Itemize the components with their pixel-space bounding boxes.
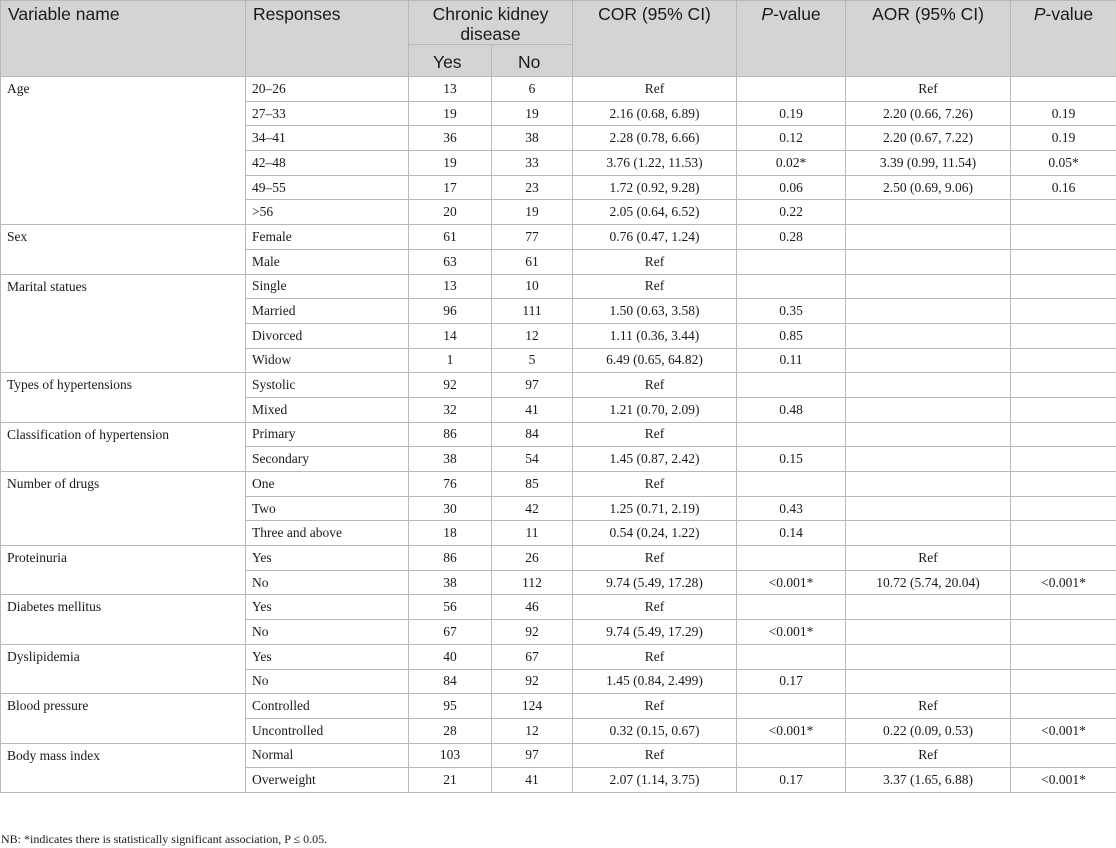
ckd-yes-cell: 20 bbox=[409, 200, 492, 225]
cor-p-value-cell bbox=[737, 274, 846, 299]
ckd-yes-cell: 30 bbox=[409, 496, 492, 521]
ckd-no-cell: 97 bbox=[492, 743, 573, 768]
aor-cell: 3.39 (0.99, 11.54) bbox=[846, 151, 1011, 176]
aor-p-value-cell bbox=[1011, 77, 1116, 102]
response-cell: 42–48 bbox=[246, 151, 409, 176]
response-cell: Widow bbox=[246, 348, 409, 373]
ckd-no-cell: 10 bbox=[492, 274, 573, 299]
cor-p-value-cell bbox=[737, 472, 846, 497]
aor-p-value-cell bbox=[1011, 274, 1116, 299]
cor-cell: Ref bbox=[573, 743, 737, 768]
variable-name-cell: Number of drugs bbox=[1, 472, 246, 546]
response-cell: Female bbox=[246, 225, 409, 250]
cor-cell: 2.05 (0.64, 6.52) bbox=[573, 200, 737, 225]
response-cell: 34–41 bbox=[246, 126, 409, 151]
cor-cell: 3.76 (1.22, 11.53) bbox=[573, 151, 737, 176]
ckd-yes-cell: 38 bbox=[409, 570, 492, 595]
ckd-yes-cell: 19 bbox=[409, 101, 492, 126]
cor-p-value-cell: 0.12 bbox=[737, 126, 846, 151]
response-cell: Primary bbox=[246, 422, 409, 447]
aor-p-value-cell bbox=[1011, 521, 1116, 546]
ckd-no-cell: 92 bbox=[492, 669, 573, 694]
aor-p-value-cell bbox=[1011, 743, 1116, 768]
ckd-no-cell: 19 bbox=[492, 200, 573, 225]
response-cell: Male bbox=[246, 249, 409, 274]
cor-cell: Ref bbox=[573, 422, 737, 447]
aor-p-value-cell: <0.001* bbox=[1011, 768, 1116, 793]
ckd-yes-cell: 18 bbox=[409, 521, 492, 546]
aor-cell: Ref bbox=[846, 743, 1011, 768]
table-body bbox=[1, 77, 1116, 793]
cor-p-value-cell: 0.22 bbox=[737, 200, 846, 225]
aor-cell bbox=[846, 422, 1011, 447]
cor-cell: 1.50 (0.63, 3.58) bbox=[573, 299, 737, 324]
ckd-yes-cell: 84 bbox=[409, 669, 492, 694]
header-yes: Yes bbox=[409, 45, 492, 77]
aor-cell bbox=[846, 225, 1011, 250]
aor-cell: Ref bbox=[846, 77, 1011, 102]
cor-p-value-cell bbox=[737, 644, 846, 669]
aor-cell bbox=[846, 249, 1011, 274]
header-p-value-cor bbox=[737, 1, 846, 77]
table-row bbox=[1, 644, 1116, 669]
cor-cell: Ref bbox=[573, 249, 737, 274]
aor-p-value-cell: 0.19 bbox=[1011, 101, 1116, 126]
ckd-no-cell: 41 bbox=[492, 768, 573, 793]
ckd-yes-cell: 13 bbox=[409, 77, 492, 102]
aor-cell: Ref bbox=[846, 694, 1011, 719]
cor-p-value-cell: 0.17 bbox=[737, 768, 846, 793]
cor-cell: Ref bbox=[573, 274, 737, 299]
table-header bbox=[1, 1, 1116, 77]
cor-p-value-cell: 0.11 bbox=[737, 348, 846, 373]
header-responses: Responses bbox=[246, 1, 409, 77]
cor-p-value-cell: 0.17 bbox=[737, 669, 846, 694]
aor-p-value-cell bbox=[1011, 644, 1116, 669]
aor-cell bbox=[846, 472, 1011, 497]
aor-cell bbox=[846, 644, 1011, 669]
response-cell: Overweight bbox=[246, 768, 409, 793]
cor-cell: 2.16 (0.68, 6.89) bbox=[573, 101, 737, 126]
response-cell: Yes bbox=[246, 546, 409, 571]
table-row bbox=[1, 472, 1116, 497]
response-cell: >56 bbox=[246, 200, 409, 225]
ckd-no-cell: 23 bbox=[492, 175, 573, 200]
header-p-value-aor bbox=[1011, 1, 1116, 77]
ckd-yes-cell: 36 bbox=[409, 126, 492, 151]
cor-p-value-cell bbox=[737, 422, 846, 447]
ckd-no-cell: 111 bbox=[492, 299, 573, 324]
ckd-no-cell: 19 bbox=[492, 101, 573, 126]
p-rest: -value bbox=[773, 4, 821, 24]
aor-cell: 10.72 (5.74, 20.04) bbox=[846, 570, 1011, 595]
ckd-yes-cell: 1 bbox=[409, 348, 492, 373]
ckd-no-cell: 6 bbox=[492, 77, 573, 102]
aor-p-value-cell bbox=[1011, 496, 1116, 521]
response-cell: 20–26 bbox=[246, 77, 409, 102]
aor-p-value-cell bbox=[1011, 373, 1116, 398]
table-row bbox=[1, 422, 1116, 447]
cor-cell: 0.76 (0.47, 1.24) bbox=[573, 225, 737, 250]
cor-p-value-cell bbox=[737, 77, 846, 102]
aor-cell bbox=[846, 323, 1011, 348]
cor-cell: 1.21 (0.70, 2.09) bbox=[573, 397, 737, 422]
response-cell: No bbox=[246, 620, 409, 645]
aor-cell: 2.50 (0.69, 9.06) bbox=[846, 175, 1011, 200]
table-row bbox=[1, 373, 1116, 398]
ckd-yes-cell: 103 bbox=[409, 743, 492, 768]
cor-p-value-cell: <0.001* bbox=[737, 718, 846, 743]
response-cell: 27–33 bbox=[246, 101, 409, 126]
aor-p-value-cell: <0.001* bbox=[1011, 718, 1116, 743]
response-cell: No bbox=[246, 570, 409, 595]
cor-p-value-cell: 0.35 bbox=[737, 299, 846, 324]
aor-p-value-cell bbox=[1011, 447, 1116, 472]
response-cell: Mixed bbox=[246, 397, 409, 422]
variable-name-cell: Age bbox=[1, 77, 246, 225]
ckd-yes-cell: 13 bbox=[409, 274, 492, 299]
aor-cell bbox=[846, 521, 1011, 546]
table-row bbox=[1, 274, 1116, 299]
cor-cell: 9.74 (5.49, 17.29) bbox=[573, 620, 737, 645]
ckd-yes-cell: 17 bbox=[409, 175, 492, 200]
ckd-yes-cell: 86 bbox=[409, 422, 492, 447]
aor-cell bbox=[846, 595, 1011, 620]
aor-p-value-cell bbox=[1011, 694, 1116, 719]
aor-p-value-cell bbox=[1011, 595, 1116, 620]
response-cell: Normal bbox=[246, 743, 409, 768]
aor-p-value-cell bbox=[1011, 225, 1116, 250]
aor-p-value-cell bbox=[1011, 299, 1116, 324]
cor-p-value-cell: <0.001* bbox=[737, 570, 846, 595]
ckd-yes-cell: 96 bbox=[409, 299, 492, 324]
cor-cell: Ref bbox=[573, 644, 737, 669]
aor-cell bbox=[846, 348, 1011, 373]
cor-p-value-cell bbox=[737, 694, 846, 719]
variable-name-cell: Body mass index bbox=[1, 743, 246, 792]
ckd-yes-cell: 63 bbox=[409, 249, 492, 274]
response-cell: Controlled bbox=[246, 694, 409, 719]
header-chronic-kidney-disease: Chronic kidney disease bbox=[409, 1, 573, 45]
aor-p-value-cell bbox=[1011, 249, 1116, 274]
variable-name-cell: Dyslipidemia bbox=[1, 644, 246, 693]
cor-p-value-cell: 0.28 bbox=[737, 225, 846, 250]
ckd-yes-cell: 19 bbox=[409, 151, 492, 176]
table-row bbox=[1, 743, 1116, 768]
header-no: No bbox=[492, 45, 573, 77]
ckd-no-cell: 33 bbox=[492, 151, 573, 176]
ckd-no-cell: 97 bbox=[492, 373, 573, 398]
p-italic: P bbox=[1033, 4, 1046, 24]
cor-p-value-cell: 0.02* bbox=[737, 151, 846, 176]
cor-cell: Ref bbox=[573, 694, 737, 719]
ckd-yes-cell: 76 bbox=[409, 472, 492, 497]
variable-name-cell: Blood pressure bbox=[1, 694, 246, 743]
aor-p-value-cell: 0.05* bbox=[1011, 151, 1116, 176]
ckd-no-cell: 124 bbox=[492, 694, 573, 719]
cor-cell: 2.07 (1.14, 3.75) bbox=[573, 768, 737, 793]
footnote: NB: *indicates there is statistically significant association, P ≤ 0.05. bbox=[1, 832, 328, 846]
response-cell: One bbox=[246, 472, 409, 497]
aor-p-value-cell bbox=[1011, 620, 1116, 645]
ckd-no-cell: 42 bbox=[492, 496, 573, 521]
response-cell: Yes bbox=[246, 595, 409, 620]
ckd-yes-cell: 92 bbox=[409, 373, 492, 398]
aor-p-value-cell bbox=[1011, 422, 1116, 447]
response-cell: Systolic bbox=[246, 373, 409, 398]
ckd-no-cell: 92 bbox=[492, 620, 573, 645]
aor-cell: 3.37 (1.65, 6.88) bbox=[846, 768, 1011, 793]
cor-p-value-cell: <0.001* bbox=[737, 620, 846, 645]
ckd-no-cell: 12 bbox=[492, 718, 573, 743]
cor-cell: Ref bbox=[573, 472, 737, 497]
variable-name-cell: Types of hypertensions bbox=[1, 373, 246, 422]
ckd-yes-cell: 86 bbox=[409, 546, 492, 571]
aor-cell: 2.20 (0.66, 7.26) bbox=[846, 101, 1011, 126]
aor-cell bbox=[846, 274, 1011, 299]
ckd-yes-cell: 40 bbox=[409, 644, 492, 669]
ckd-yes-cell: 32 bbox=[409, 397, 492, 422]
cor-p-value-cell: 0.48 bbox=[737, 397, 846, 422]
ckd-no-cell: 46 bbox=[492, 595, 573, 620]
table-row bbox=[1, 225, 1116, 250]
ckd-yes-cell: 95 bbox=[409, 694, 492, 719]
p-italic: P bbox=[761, 4, 773, 24]
aor-p-value-cell bbox=[1011, 348, 1116, 373]
cor-cell: Ref bbox=[573, 77, 737, 102]
cor-p-value-cell bbox=[737, 546, 846, 571]
aor-p-value-cell bbox=[1011, 397, 1116, 422]
cor-cell: 2.28 (0.78, 6.66) bbox=[573, 126, 737, 151]
ckd-yes-cell: 21 bbox=[409, 768, 492, 793]
aor-p-value-cell bbox=[1011, 472, 1116, 497]
response-cell: No bbox=[246, 669, 409, 694]
ckd-yes-cell: 61 bbox=[409, 225, 492, 250]
aor-cell bbox=[846, 620, 1011, 645]
ckd-no-cell: 11 bbox=[492, 521, 573, 546]
cor-cell: 0.32 (0.15, 0.67) bbox=[573, 718, 737, 743]
ckd-no-cell: 84 bbox=[492, 422, 573, 447]
aor-p-value-cell: 0.16 bbox=[1011, 175, 1116, 200]
header-cor: COR (95% CI) bbox=[573, 1, 737, 77]
response-cell: Secondary bbox=[246, 447, 409, 472]
cor-cell: 6.49 (0.65, 64.82) bbox=[573, 348, 737, 373]
variable-name-cell: Marital statues bbox=[1, 274, 246, 373]
cor-cell: 0.54 (0.24, 1.22) bbox=[573, 521, 737, 546]
aor-cell bbox=[846, 299, 1011, 324]
aor-cell: 0.22 (0.09, 0.53) bbox=[846, 718, 1011, 743]
cor-p-value-cell bbox=[737, 595, 846, 620]
cor-p-value-cell: 0.14 bbox=[737, 521, 846, 546]
ckd-no-cell: 5 bbox=[492, 348, 573, 373]
response-cell: Single bbox=[246, 274, 409, 299]
variable-name-cell: Diabetes mellitus bbox=[1, 595, 246, 644]
ckd-yes-cell: 56 bbox=[409, 595, 492, 620]
cor-cell: Ref bbox=[573, 595, 737, 620]
table-row bbox=[1, 595, 1116, 620]
aor-cell bbox=[846, 496, 1011, 521]
p-rest: -value bbox=[1045, 4, 1094, 24]
aor-p-value-cell bbox=[1011, 323, 1116, 348]
response-cell: Two bbox=[246, 496, 409, 521]
aor-cell bbox=[846, 373, 1011, 398]
cor-p-value-cell bbox=[737, 743, 846, 768]
ckd-no-cell: 85 bbox=[492, 472, 573, 497]
ckd-no-cell: 26 bbox=[492, 546, 573, 571]
ckd-no-cell: 61 bbox=[492, 249, 573, 274]
cor-p-value-cell: 0.19 bbox=[737, 101, 846, 126]
ckd-no-cell: 77 bbox=[492, 225, 573, 250]
ckd-no-cell: 12 bbox=[492, 323, 573, 348]
header-variable-name: Variable name bbox=[1, 1, 246, 77]
ckd-yes-cell: 67 bbox=[409, 620, 492, 645]
cor-p-value-cell: 0.06 bbox=[737, 175, 846, 200]
aor-p-value-cell bbox=[1011, 200, 1116, 225]
header-aor: AOR (95% CI) bbox=[846, 1, 1011, 77]
table-row bbox=[1, 546, 1116, 571]
cor-cell: 9.74 (5.49, 17.28) bbox=[573, 570, 737, 595]
variable-name-cell: Proteinuria bbox=[1, 546, 246, 595]
ckd-yes-cell: 28 bbox=[409, 718, 492, 743]
variable-name-cell: Sex bbox=[1, 225, 246, 274]
response-cell: Yes bbox=[246, 644, 409, 669]
aor-p-value-cell bbox=[1011, 546, 1116, 571]
response-cell: Married bbox=[246, 299, 409, 324]
variable-name-cell: Classification of hypertension bbox=[1, 422, 246, 471]
cor-cell: 1.45 (0.87, 2.42) bbox=[573, 447, 737, 472]
aor-cell bbox=[846, 397, 1011, 422]
aor-cell bbox=[846, 669, 1011, 694]
cor-p-value-cell bbox=[737, 249, 846, 274]
cor-p-value-cell: 0.43 bbox=[737, 496, 846, 521]
response-cell: 49–55 bbox=[246, 175, 409, 200]
ckd-no-cell: 67 bbox=[492, 644, 573, 669]
aor-p-value-cell: 0.19 bbox=[1011, 126, 1116, 151]
aor-cell: 2.20 (0.67, 7.22) bbox=[846, 126, 1011, 151]
response-cell: Divorced bbox=[246, 323, 409, 348]
ckd-yes-cell: 38 bbox=[409, 447, 492, 472]
response-cell: Three and above bbox=[246, 521, 409, 546]
cor-p-value-cell: 0.85 bbox=[737, 323, 846, 348]
cor-cell: 1.72 (0.92, 9.28) bbox=[573, 175, 737, 200]
aor-p-value-cell: <0.001* bbox=[1011, 570, 1116, 595]
cor-p-value-cell: 0.15 bbox=[737, 447, 846, 472]
aor-p-value-cell bbox=[1011, 669, 1116, 694]
table-row bbox=[1, 694, 1116, 719]
cor-cell: 1.11 (0.36, 3.44) bbox=[573, 323, 737, 348]
cor-p-value-cell bbox=[737, 373, 846, 398]
table-row bbox=[1, 77, 1116, 102]
ckd-no-cell: 112 bbox=[492, 570, 573, 595]
ckd-no-cell: 54 bbox=[492, 447, 573, 472]
cor-cell: Ref bbox=[573, 373, 737, 398]
aor-cell: Ref bbox=[846, 546, 1011, 571]
response-cell: Uncontrolled bbox=[246, 718, 409, 743]
aor-cell bbox=[846, 447, 1011, 472]
ckd-no-cell: 41 bbox=[492, 397, 573, 422]
ckd-no-cell: 38 bbox=[492, 126, 573, 151]
cor-cell: Ref bbox=[573, 546, 737, 571]
aor-cell bbox=[846, 200, 1011, 225]
ckd-yes-cell: 14 bbox=[409, 323, 492, 348]
cor-cell: 1.45 (0.84, 2.499) bbox=[573, 669, 737, 694]
cor-cell: 1.25 (0.71, 2.19) bbox=[573, 496, 737, 521]
